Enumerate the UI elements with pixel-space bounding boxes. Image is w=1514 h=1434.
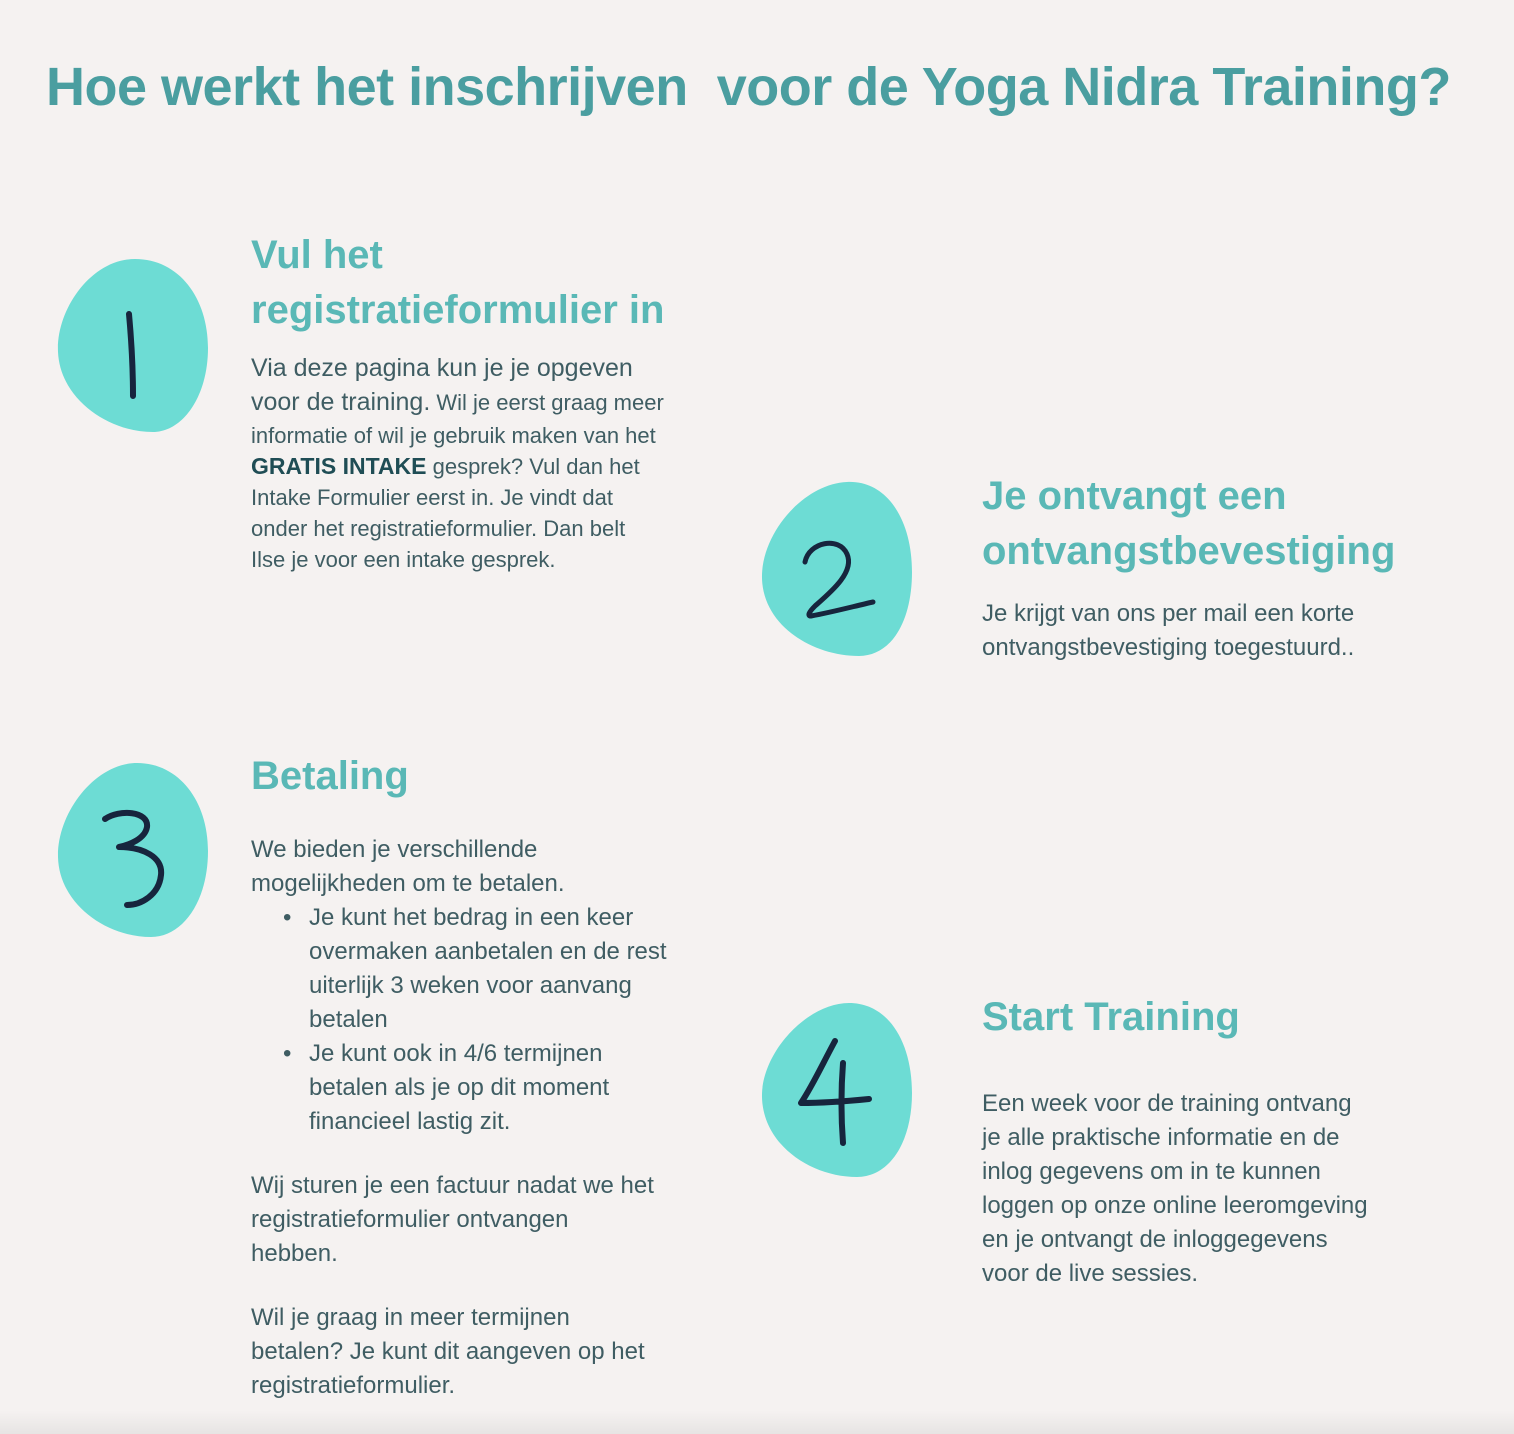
list-item: • Je kunt ook in 4/6 termijnen betalen als je op dit moment financieel lastig zit.	[309, 1037, 741, 1139]
step-4-description: Een week voor de training ontvang je alle praktische informatie en de inlog gegevens om in te kunnen loggen op onze online leeromgeving en je ontvangt de inloggegevens voor de live sessies.	[982, 1090, 1368, 1287]
step-2-title: Je ontvangt een ontvangstbevestiging	[982, 474, 1396, 573]
step-1-title: Vul het registratieformulier in	[251, 233, 665, 332]
step-3-description: We bieden je verschillende mogelijkheden om te betalen. • Je kunt het bedrag in een keer overmaken aanbetalen en de rest uiterlijk 3 weken voor aanvang betalen • Je kunt ook in 4/6 termijnen betalen als je op dit moment financieel lastig zit. Wij sturen je een factuur nadat we het registratieformulier ontvangen hebben. Wil je graag in meer termijnen betalen? Je kunt dit aangeven op het registratieformulier.	[251, 833, 741, 1403]
step-3-title: Betaling	[251, 754, 409, 798]
page-title: Hoe werkt het inschrijven voor de Yoga Nidra Training?	[46, 57, 1451, 117]
step-1-number-icon	[57, 256, 209, 434]
gratis-intake-emphasis: GRATIS INTAKE	[251, 453, 427, 479]
step-1-description: Via deze pagina kun je je opgeven voor de training. Wil je eerst graag meer informatie of wil je gebruik maken van het GRATIS INTAKE gesprek? Vul dan het Intake Formulier eerst in. Je vindt dat onder het registratieformulier. Dan belt Ilse je voor een intake gesprek.	[251, 354, 664, 572]
list-item: • Je kunt het bedrag in een keer overmaken aanbetalen en de rest uiterlijk 3 weken voor aanvang betalen	[309, 901, 741, 1037]
step-4-title: Start Training	[982, 995, 1240, 1039]
step-2-number-icon	[761, 480, 913, 658]
invoice-paragraph: Wij sturen je een factuur nadat we het registratieformulier ontvangen hebben.	[251, 1172, 654, 1267]
installments-paragraph: Wil je graag in meer termijnen betalen? Je kunt dit aangeven op het registratieformulier.	[251, 1304, 645, 1399]
step-3-number-icon	[57, 761, 209, 939]
step-4-number-icon	[761, 1001, 913, 1179]
bottom-edge-shadow	[0, 1410, 1514, 1434]
payment-options-list	[251, 901, 741, 1139]
step-2-description: Je krijgt van ons per mail een korte ontvangstbevestiging toegestuurd..	[982, 600, 1355, 661]
